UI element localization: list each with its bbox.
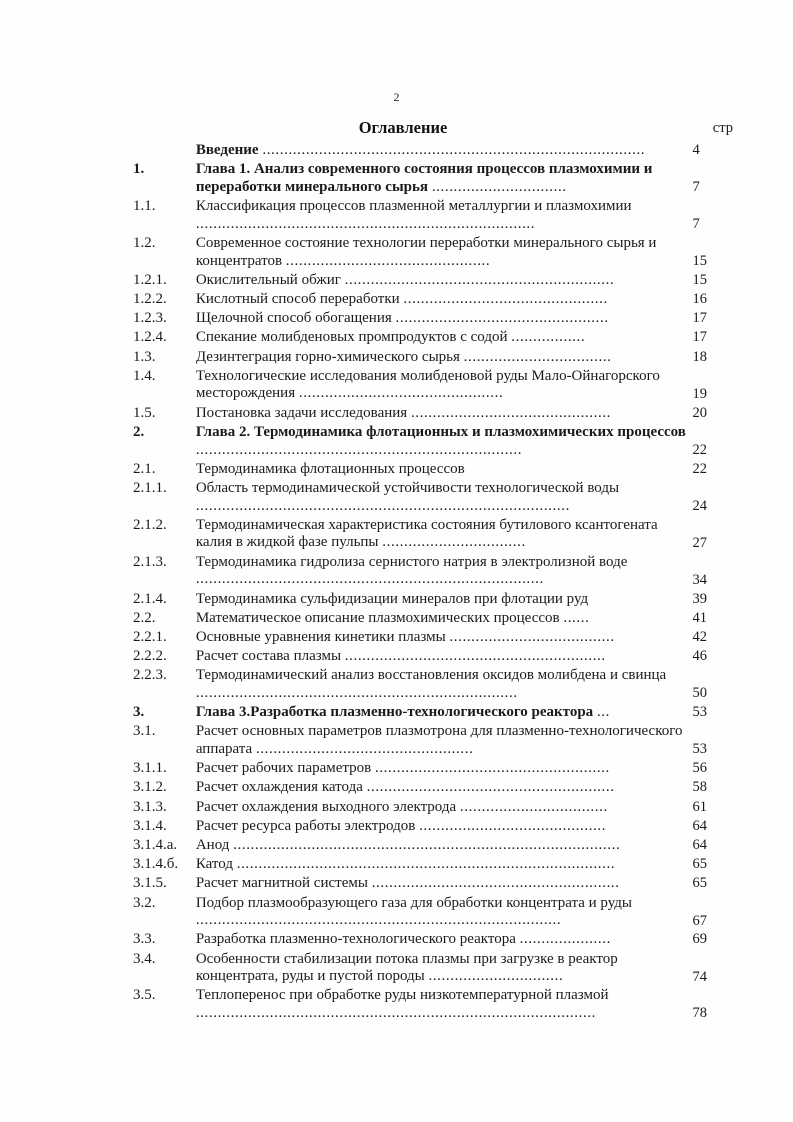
toc-leader-dots: ..............................................................: [344, 271, 615, 288]
toc-entry-text: Щелочной способ обогащения: [195, 310, 392, 327]
toc-entry-text: Расчет рабочих параметров: [195, 760, 372, 777]
toc-page-number: 27: [692, 534, 707, 551]
toc-row-number: 3.1.2.: [133, 779, 167, 796]
toc-row-title[interactable]: [196, 760, 693, 779]
toc-row[interactable]: [133, 368, 733, 405]
toc-page-number: 42: [692, 628, 707, 645]
toc-row-title[interactable]: [196, 610, 693, 629]
toc-table: [133, 142, 733, 1024]
toc-leader-dots: ..........................................................................: [195, 684, 518, 701]
toc-row-number: 1.2.2.: [133, 291, 167, 307]
toc-entry-text: Кислотный способ переработки: [195, 291, 400, 307]
toc-leader-dots: ..............................................................................: [195, 215, 536, 232]
toc-row-title[interactable]: [196, 235, 693, 272]
toc-leader-dots: ....................................................................................: [195, 912, 562, 929]
toc-page-number: 16: [692, 291, 707, 307]
toc-row-title[interactable]: [196, 368, 693, 405]
toc-row-title[interactable]: [196, 799, 693, 818]
toc-row-number: 2.1.1.: [133, 479, 167, 496]
toc-leader-dots: ..................................................: [255, 741, 474, 757]
toc-row[interactable]: [133, 517, 733, 554]
toc-leader-dots: ............................................................: [344, 648, 606, 665]
toc-row[interactable]: [133, 235, 733, 272]
toc-leader-dots: ..............................................: [410, 404, 612, 421]
toc-leader-dots: ......................................................................................: [195, 497, 570, 514]
toc-row-title[interactable]: [196, 291, 693, 310]
title-row: [133, 118, 733, 142]
toc-row-number: 3.1.4.: [133, 817, 167, 834]
toc-row[interactable]: [133, 779, 733, 798]
toc-entry-text: Разработка плазменно-технологического реактора: [195, 931, 516, 948]
toc-row[interactable]: [133, 329, 733, 348]
toc-leader-dots: ........................................................................................: [262, 142, 646, 158]
toc-row-number: 1.5.: [133, 404, 156, 421]
toc-page-number: 22: [692, 460, 707, 477]
toc-entry-text: Подбор плазмообразующего газа для обработки концентрата и руды: [195, 894, 632, 911]
toc-row-title[interactable]: [196, 723, 693, 760]
toc-row-number: 3.1.3.: [133, 798, 167, 815]
toc-leader-dots: ............................................................................................: [195, 1005, 597, 1022]
toc-row[interactable]: [133, 629, 733, 648]
toc-row-number: 3.1.: [133, 723, 156, 740]
toc-row-number: 2.2.: [133, 609, 156, 626]
toc-row-number: 3.4.: [133, 950, 156, 967]
toc-row-number: 1.: [133, 161, 145, 178]
toc-page-number: 4: [692, 142, 700, 158]
toc-row-number: 3.5.: [133, 987, 156, 1004]
toc-row-title[interactable]: [196, 667, 693, 704]
toc-row-title[interactable]: [196, 272, 693, 291]
toc-row-number: 2.2.1.: [133, 628, 167, 645]
toc-leader-dots: ...............................: [431, 178, 567, 195]
toc-row-title[interactable]: [196, 161, 693, 198]
toc-row-title[interactable]: [196, 424, 693, 461]
toc-row-number: 3.1.1.: [133, 760, 167, 777]
toc-leader-dots: .........................................................: [371, 875, 620, 892]
toc-entry-text: Классификация процессов плазменной металлургии и плазмохимии: [195, 198, 632, 215]
toc-row[interactable]: [133, 405, 733, 424]
toc-row-title[interactable]: [196, 310, 693, 329]
toc-row[interactable]: [133, 799, 733, 818]
toc-row-number: 2.1.2.: [133, 516, 167, 533]
toc-page-number: 65: [692, 875, 707, 892]
toc-row-number: 3.3.: [133, 931, 156, 948]
toc-page-number: 69: [692, 931, 707, 948]
toc-row-title[interactable]: [196, 349, 693, 368]
toc-entry-text: Глава 3.Разработка плазменно-технологического реактора: [195, 704, 594, 721]
toc-page-number: 34: [692, 571, 707, 588]
toc-entry-text: Анод: [195, 836, 230, 853]
page-title: Оглавление: [358, 118, 448, 137]
toc-row[interactable]: [133, 291, 733, 310]
toc-leader-dots: .........................................................: [366, 779, 615, 796]
toc-row-number: 1.2.3.: [133, 310, 167, 327]
toc-row-title[interactable]: [196, 951, 693, 988]
toc-row[interactable]: [133, 480, 733, 517]
toc-row[interactable]: [133, 856, 733, 875]
toc-entry-text: Теплоперенос при обработке руды низкотемпературной плазмой: [195, 987, 609, 1004]
toc-leader-dots: .................: [511, 329, 586, 346]
toc-row[interactable]: [133, 272, 733, 291]
toc-page-number: 58: [692, 779, 707, 796]
toc-page-number: 50: [692, 685, 707, 702]
toc-row-title[interactable]: [196, 648, 693, 667]
toc-row-number: 3.: [133, 704, 145, 721]
toc-entry-text: Дезинтеграция горно-химического сырья: [195, 348, 460, 365]
toc-leader-dots: ...............................................: [285, 252, 491, 269]
toc-page-number: 24: [692, 497, 707, 514]
toc-page-number: 20: [692, 404, 707, 421]
toc-leader-dots: .................................................: [395, 310, 609, 327]
toc-page-number: 56: [692, 760, 707, 777]
toc-row[interactable]: [133, 951, 733, 988]
toc-entry-text: Область термодинамической устойчивости технологической воды: [195, 479, 620, 496]
toc-row-number: 1.3.: [133, 348, 156, 365]
toc-page-number: 17: [692, 329, 707, 346]
toc-entry-text: Термодинамический анализ восстановления оксидов молибдена и свинца: [195, 667, 667, 684]
toc-row-title[interactable]: [196, 875, 693, 894]
page-column-header: стр: [712, 120, 733, 136]
toc-leader-dots: ...............................: [428, 968, 564, 985]
toc-entry-text: Математическое описание плазмохимических процессов: [195, 609, 560, 626]
toc-row[interactable]: [133, 161, 733, 198]
toc-row-title[interactable]: [196, 818, 693, 837]
toc-row-title[interactable]: [196, 517, 693, 554]
toc-row-title[interactable]: [196, 895, 693, 932]
toc-row-number: 1.4.: [133, 367, 156, 384]
toc-row-number: 3.1.5.: [133, 875, 167, 892]
toc-row-number: 3.2.: [133, 894, 156, 911]
toc-leader-dots: .................................: [382, 534, 526, 551]
toc-page-number: 7: [692, 179, 700, 196]
toc-row-title[interactable]: [196, 987, 693, 1024]
toc-row-number: 1.2.1.: [133, 271, 167, 288]
toc-row-number: 2.1.: [133, 460, 156, 477]
toc-page-number: 61: [692, 798, 707, 815]
toc-entry-text: Спекание молибденовых промпродуктов с содой: [195, 329, 508, 346]
toc-row[interactable]: [133, 591, 733, 610]
toc-row-title[interactable]: [196, 405, 693, 424]
toc-leader-dots: ..................................: [463, 348, 612, 365]
toc-page-number: 41: [692, 609, 707, 626]
toc-row-title[interactable]: [196, 779, 693, 798]
toc-row-number: 1.2.: [133, 234, 156, 251]
toc-row-number: 2.2.2.: [133, 648, 167, 665]
toc-entry-text: Основные уравнения кинетики плазмы: [195, 628, 446, 645]
toc-row-title[interactable]: [196, 461, 693, 480]
toc-row[interactable]: [133, 667, 733, 704]
toc-row[interactable]: [133, 704, 733, 723]
toc-row-title[interactable]: [196, 142, 693, 161]
toc-page-number: 65: [692, 856, 707, 873]
toc-page-number: 17: [692, 310, 707, 327]
toc-row[interactable]: [133, 723, 733, 760]
toc-row-number: 1.1.: [133, 198, 156, 215]
toc-leader-dots: ..................................: [459, 798, 608, 815]
toc-row[interactable]: [133, 895, 733, 932]
toc-page-number: 7: [692, 216, 700, 233]
toc-entry-text: Термодинамика сульфидизации минералов при флотации руд: [195, 590, 589, 607]
toc-leader-dots: ......................................: [449, 628, 615, 645]
toc-row-title[interactable]: [196, 198, 693, 235]
toc-entry-text: Особенности стабилизации потока плазмы при загрузке в реактор концентрата, руды и пустой породы: [195, 950, 618, 985]
toc-row-number: 1.2.4.: [133, 329, 167, 346]
toc-leader-dots: .......................................................................................: [236, 856, 616, 873]
toc-row[interactable]: [133, 310, 733, 329]
toc-row[interactable]: [133, 349, 733, 368]
toc-page-number: 53: [692, 704, 707, 721]
toc-entry-text: Термодинамическая характеристика состояния бутилового ксантогената калия в жидкой фазе пульпы: [195, 516, 658, 551]
toc-page-number: 22: [692, 441, 707, 458]
toc-row-number: 2.2.3.: [133, 667, 167, 684]
toc-page-number: 64: [692, 836, 707, 853]
toc-entry-text: Расчет охлаждения катода: [195, 779, 363, 796]
toc-row-title[interactable]: [196, 931, 693, 950]
toc-row-number: 2.: [133, 423, 145, 440]
toc-row[interactable]: [133, 931, 733, 950]
toc-page-number: 53: [692, 741, 707, 758]
toc-entry-text: Термодинамика флотационных процессов: [195, 460, 465, 477]
toc-row[interactable]: [133, 648, 733, 667]
toc-leader-dots: ...........................................: [419, 817, 607, 834]
page-number: 2: [393, 90, 400, 104]
toc-entry-text: Глава 2. Термодинамика флотационных и плазмохимических процессов: [195, 423, 686, 440]
toc-entry-text: Технологические исследования молибденовой руды Мало-Ойнагорского месторождения: [195, 367, 660, 402]
toc-row[interactable]: [133, 554, 733, 591]
toc-page-number: 67: [692, 912, 707, 929]
toc-page-number: 15: [692, 271, 707, 288]
toc-row[interactable]: [133, 424, 733, 461]
toc-row-number: [133, 142, 196, 161]
toc-row-title[interactable]: [196, 329, 693, 348]
toc-entry-text: Глава 1. Анализ современного состояния процессов плазмохимии и переработки минерального сырья: [195, 161, 653, 195]
toc-leader-dots: ...............................................: [298, 385, 504, 402]
toc-page-number: 46: [692, 648, 707, 665]
toc-row[interactable]: [133, 818, 733, 837]
toc-row-title[interactable]: [196, 837, 693, 856]
toc-leader-dots: ...........................................................................: [195, 441, 523, 458]
toc-row-number: 3.1.4.б.: [133, 856, 179, 873]
toc-entry-text: Расчет магнитной системы: [195, 875, 368, 892]
toc-row-title[interactable]: [196, 704, 693, 723]
toc-container: [133, 118, 733, 1024]
toc-row[interactable]: [133, 875, 733, 894]
toc-entry-text: Современное состояние технологии переработки минерального сырья и концентратов: [195, 234, 657, 269]
toc-row-number: 2.1.4.: [133, 590, 167, 607]
toc-row[interactable]: [133, 198, 733, 235]
toc-entry-text: Расчет состава плазмы: [195, 648, 342, 665]
toc-row[interactable]: [133, 837, 733, 856]
toc-row[interactable]: [133, 142, 733, 161]
toc-leader-dots: .....................: [519, 931, 611, 948]
toc-page-number: 74: [692, 968, 707, 985]
toc-page-number: 39: [692, 590, 707, 607]
toc-body: [133, 142, 733, 1024]
toc-row-number: 2.1.3.: [133, 553, 167, 570]
toc-entry-text: Расчет основных параметров плазмотрона для плазменно-технологического аппарата: [195, 723, 683, 757]
toc-row-title[interactable]: [196, 480, 693, 517]
toc-row[interactable]: [133, 760, 733, 779]
toc-entry-text: Катод: [195, 856, 233, 873]
toc-page-number: 18: [692, 348, 707, 365]
toc-row-title[interactable]: [196, 591, 693, 610]
toc-page-number: 15: [692, 252, 707, 269]
toc-page-number: 64: [692, 817, 707, 834]
toc-leader-dots: ......: [563, 609, 590, 626]
toc-row[interactable]: [133, 610, 733, 629]
toc-leader-dots: ...: [596, 704, 610, 721]
toc-entry-text: Введение: [195, 142, 259, 158]
toc-leader-dots: ...............................................: [403, 291, 608, 307]
toc-leader-dots: ................................................................................: [195, 571, 544, 588]
toc-entry-text: Расчет охлаждения выходного электрода: [195, 798, 457, 815]
toc-row-number: 3.1.4.а.: [133, 836, 178, 853]
toc-leader-dots: ......................................................: [374, 760, 610, 777]
toc-leader-dots: .........................................................................................: [233, 836, 621, 853]
toc-page-number: 19: [692, 385, 707, 402]
toc-page-number: 78: [692, 1005, 707, 1022]
toc-row-title[interactable]: [196, 629, 693, 648]
toc-entry-text: Постановка задачи исследования: [195, 404, 408, 421]
toc-row-title[interactable]: [196, 856, 693, 875]
toc-entry-text: Термодинамика гидролиза сернистого натрия в электролизной воде: [195, 553, 628, 570]
toc-entry-text: Окислительный обжиг: [195, 271, 341, 288]
toc-row-title[interactable]: [196, 554, 693, 591]
toc-row[interactable]: [133, 987, 733, 1024]
toc-row[interactable]: [133, 461, 733, 480]
toc-entry-text: Расчет ресурса работы электродов: [195, 817, 416, 834]
